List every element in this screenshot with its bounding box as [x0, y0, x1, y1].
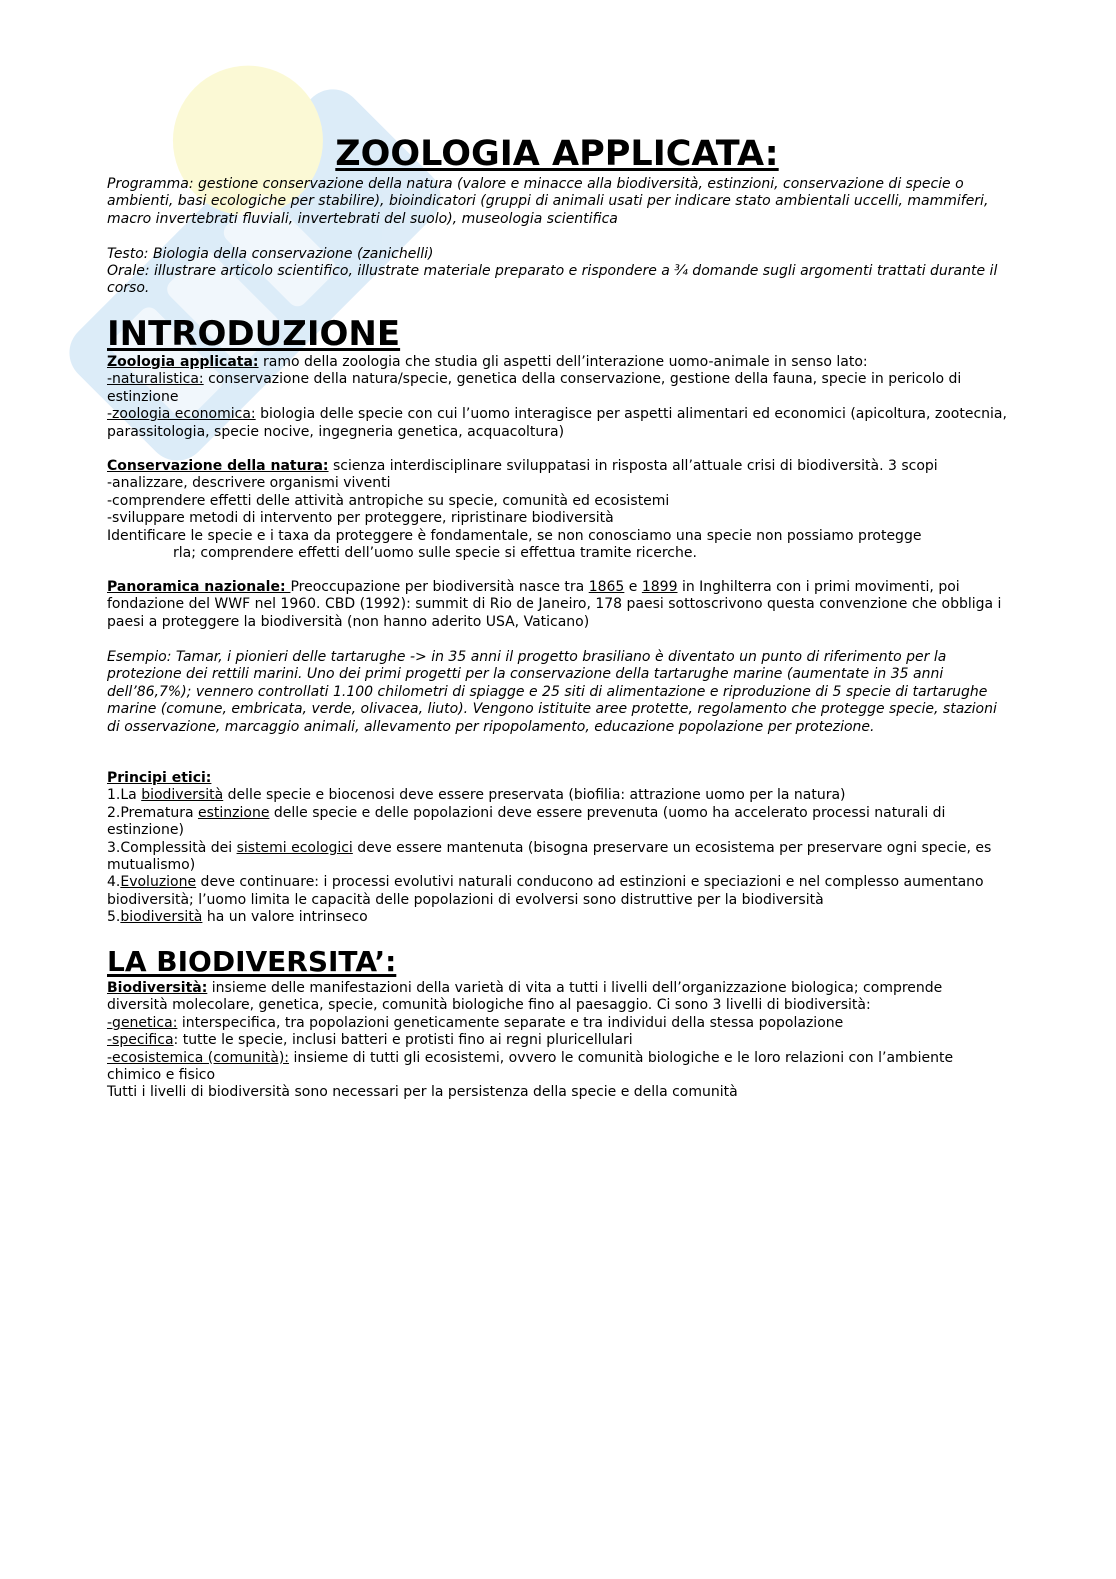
document-title: ZOOLOGIA APPLICATA: — [335, 134, 779, 174]
orale-paragraph: Orale: illustrare articolo scientifico, illustrate materiale preparato e rispondere a ¾ domande sugli argomenti trattati durante il corso. — [107, 263, 998, 297]
zoologia-text: ramo della zoologia che studia gli aspetti dell’interazione uomo-animale in senso lato: — [258, 354, 868, 370]
year-1899: 1899 — [641, 579, 678, 595]
conclusione-line: Tutti i livelli di biodiversità sono necessari per la persistenza della specie e della comunità — [107, 1084, 738, 1101]
panoramica-text: Preoccupazione per biodiversità nasce tra — [290, 579, 589, 595]
principio-item — [107, 909, 1007, 926]
biodiversita-text: insieme delle manifestazioni della varietà di vita a tutti i livelli dell’organizzazione biologica; comprende diversità molecolare, genetica, specie, comunità biologiche fino al paesaggio. Ci sono 3 livelli di biodiversità: — [107, 980, 943, 1014]
principio-key: biodiversità — [141, 787, 224, 804]
identificare-line: Identificare le specie e i taxa da proteggere è fondamentale, se non conosciamo una specie non possiamo protegge — [107, 527, 922, 544]
principio-item — [107, 805, 1007, 840]
scopo-item: -sviluppare metodi di intervento per proteggere, ripristinare biodiversità — [107, 510, 614, 527]
economica-text: biologia delle specie con cui l’uomo interagisce per aspetti alimentari ed economici (apicoltura, zootecnia, parassitologia, specie nocive, ingegneria genetica, acquacoltura) — [107, 406, 1007, 440]
principio-text: ha un valore intrinseco — [202, 909, 368, 926]
introduzione-heading: INTRODUZIONE — [107, 314, 401, 354]
panoramica-paragraph — [107, 579, 1007, 631]
genetica-term: -genetica: — [107, 1014, 178, 1031]
naturalistica-term: -naturalistica: — [107, 371, 204, 388]
principio-text: delle specie e biocenosi deve essere preservata (biofilia: attrazione uomo per la natura) — [223, 787, 846, 804]
principio-text: 3.Complessità dei — [107, 839, 237, 856]
economica-term: -zoologia economica: — [107, 406, 256, 423]
principi-term: Principi etici: — [107, 770, 212, 786]
principio-text: 1.La — [107, 787, 142, 804]
panoramica-text: e — [624, 579, 642, 595]
zoologia-term: Zoologia applicata: — [107, 354, 259, 370]
principio-text: 4. — [107, 874, 121, 891]
panoramica-text: in Inghilterra con i primi movimenti, poi fondazione del WWF nel 1960. CBD (1992): summit di Rio de Janeiro, 178 paesi sottoscrivono questa convenzione che obbliga i paesi a proteggere la biodiversità (non hanno aderito USA, Vaticano) — [107, 579, 1002, 630]
principio-key: sistemi ecologici — [236, 839, 353, 856]
programma-paragraph: Programma: gestione conservazione della natura (valore e minacce alla biodiversità, estinzioni, conservazione di specie o ambienti, basi ecologiche per stabilire), bioindicatori (gruppi di animali usati per indicare stato ambientali uccelli, mammiferi, macro invertebrati fluviali, invertebrati del suolo), museologia scientifica — [107, 176, 989, 227]
biodiversita-section — [107, 980, 1007, 1102]
biodiversita-heading: LA BIODIVERSITA’: — [107, 945, 397, 978]
specifica-text: : tutte le specie, inclusi batteri e protisti fino ai regni pluricellulari — [173, 1032, 633, 1049]
principio-text: deve continuare: i processi evolutivi naturali conducono ad estinzioni e speciazioni e nel complesso aumentano biodiversità; l’uomo limita le capacità delle popolazioni di evolversi sono distruttive per la biodiversità — [107, 874, 984, 908]
principio-item — [107, 874, 1007, 909]
principio-key: Evoluzione — [120, 874, 197, 891]
scopo-item: -comprendere effetti delle attività antropiche su specie, comunità ed ecosistemi — [107, 492, 670, 509]
zoologia-definition — [107, 354, 1007, 441]
principio-item — [107, 787, 1007, 804]
esempio-paragraph: Esempio: Tamar, i pionieri delle tartarughe -> in 35 anni il progetto brasiliano è diventato un punto di riferimento per la protezione dei rettili marini. Uno dei primi progetti per la conservazione della tartarughe marine (aumentate in 35 anni dell’86,7%); vennero controllati 1.100 chilometri di spiagge e 25 siti di alimentazione e riproduzione di 5 specie di tartarughe marine (comune, embricata, verde, olivacea, liuto). Vengono istituite aree protette, regolamento che protegge specie, stazioni di osservazione, marcaggio animali, allevamento per ripopolamento, educazione popolazione per protezione. — [107, 649, 997, 735]
biodiversita-term: Biodiversità: — [107, 980, 208, 996]
principio-key: estinzione — [197, 804, 270, 821]
principio-item — [107, 840, 1007, 875]
conservazione-term: Conservazione della natura: — [107, 458, 329, 474]
scopo-item: -analizzare, descrivere organismi viventi — [107, 475, 391, 492]
principio-key: biodiversità — [120, 909, 203, 926]
conservazione-text: scienza interdisciplinare sviluppatasi in risposta all’attuale crisi di biodiversità. 3 scopi — [328, 458, 938, 474]
identificare-line-indented: rla; comprendere effetti dell’uomo sulle specie si effettua tramite ricerche. — [173, 545, 697, 562]
genetica-text: interspecifica, tra popolazioni geneticamente separate e tra individui della stessa popolazione — [177, 1014, 844, 1031]
principio-text: 5. — [107, 909, 121, 926]
principio-text: delle specie e delle popolazioni deve essere prevenuta (uomo ha accelerato processi naturali di estinzione) — [107, 804, 946, 839]
principio-text: deve essere mantenuta (bisogna preservare un ecosistema per preservare ogni specie, es mutualismo) — [107, 839, 992, 874]
conservazione-section — [107, 458, 1007, 562]
principi-section — [107, 770, 1007, 927]
ecosistemica-text: insieme di tutti gli ecosistemi, ovvero le comunità biologiche e le loro relazioni con l’ambiente chimico e fisico — [107, 1049, 954, 1084]
testo-line: Testo: Biologia della conservazione (zanichelli) — [107, 246, 434, 262]
specifica-term: -specifica — [107, 1032, 174, 1049]
naturalistica-text: conservazione della natura/specie, genetica della conservazione, gestione della fauna, specie in pericolo di estinzione — [107, 371, 962, 405]
ecosistemica-term: -ecosistemica (comunità): — [107, 1049, 290, 1066]
principio-text: 2.Prematura — [107, 804, 198, 821]
panoramica-term: Panoramica nazionale: — [107, 579, 291, 595]
year-1865: 1865 — [588, 579, 625, 595]
